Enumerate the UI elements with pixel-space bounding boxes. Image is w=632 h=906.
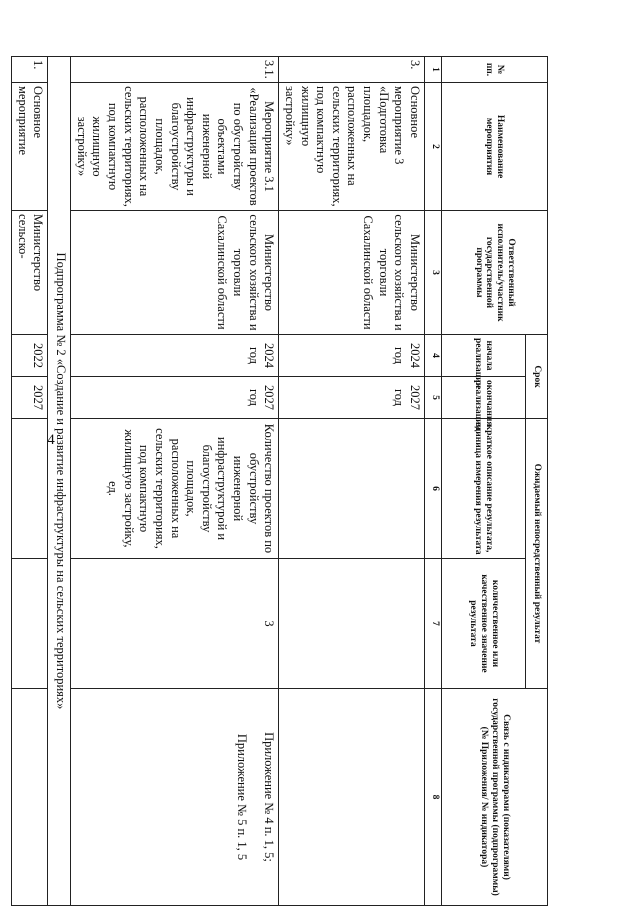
column-number: 3 (425, 211, 442, 335)
row-link (279, 689, 425, 906)
subprogram-row (48, 57, 71, 906)
header-term-start: начала реализации (442, 335, 526, 377)
column-number-row (425, 57, 442, 906)
row-desc (12, 419, 48, 559)
row-responsible: Министерство сельского хозяйства и торговли Сахалинской области (279, 211, 425, 335)
row-value (279, 559, 425, 689)
header-expected-desc: краткое описание результата, единица измерения результата (442, 419, 526, 559)
row-start: 2024 год (279, 335, 425, 377)
row-responsible: Министерство сельско- (12, 211, 48, 335)
activities-table (11, 56, 548, 906)
column-number: 6 (425, 419, 442, 559)
header-link: Связь с индикаторами (показателями) государственной программы (подпрограммы) (№ Приложения/ № индикатора) (442, 689, 548, 906)
rotated-table-area (15, 56, 548, 905)
row-desc: Количество проектов по обустройству инженерной инфраструктурой и благоустройству площадок, расположенных на сельских территориях, под компактную жилищную застройку, ед. (71, 419, 279, 559)
row-desc (279, 419, 425, 559)
column-number: 2 (425, 83, 442, 211)
subprogram-title: Подпрограмма № 2 «Создание и развитие инфраструктуры на сельских территориях» (48, 57, 71, 906)
column-number: 1 (425, 57, 442, 83)
row-responsible: Министерство сельского хозяйства и торговли Сахалинской области (71, 211, 279, 335)
header-no: № пп. (442, 57, 548, 83)
row-end: 2027 (12, 377, 48, 419)
row-link (71, 689, 279, 906)
row-name: Основное мероприятие 3 «Подготовка площадок, расположенных на сельских территориях, под компактную жилищную застройку» (279, 83, 425, 211)
row-name: Основное мероприятие (12, 83, 48, 211)
row-no: 1. (12, 57, 48, 83)
table-row (12, 57, 48, 906)
row-value: 3 (71, 559, 279, 689)
row-end: 2027 год (71, 377, 279, 419)
page-number: 4 (47, 432, 55, 448)
header-responsible: Ответственный исполнитель/участник государственной программы (442, 211, 548, 335)
row-link (12, 689, 48, 906)
column-number: 8 (425, 689, 442, 906)
column-number: 4 (425, 335, 442, 377)
row-no: 3.1. (71, 57, 279, 83)
row-start: 2022 (12, 335, 48, 377)
row-end: 2027 год (279, 377, 425, 419)
row-link-1: Приложение № 4 п. 1, 5; (262, 732, 277, 862)
header-expected: Ожидаемый непосредственный результат (526, 419, 548, 689)
row-link-2: Приложение № 5 п. 1, 5 (234, 733, 249, 861)
row-no: 3. (279, 57, 425, 83)
table-row (71, 57, 279, 906)
row-start: 2024 год (71, 335, 279, 377)
header-name: Наименование мероприятия (442, 83, 548, 211)
column-number: 5 (425, 377, 442, 419)
row-value (12, 559, 48, 689)
row-name: Мероприятие 3.1 «Реализация проектов по обустройству объектами инженерной инфраструктуры и благоустройству площадок, расположенных на сельских территориях, под компактную жилищную застройку» (71, 83, 279, 211)
column-number: 7 (425, 559, 442, 689)
header-term-end: окончания реализации (442, 377, 526, 419)
header-expected-value: количественное или качественное значение результата (442, 559, 526, 689)
header-term: Срок (526, 335, 548, 419)
table-row (279, 57, 425, 906)
